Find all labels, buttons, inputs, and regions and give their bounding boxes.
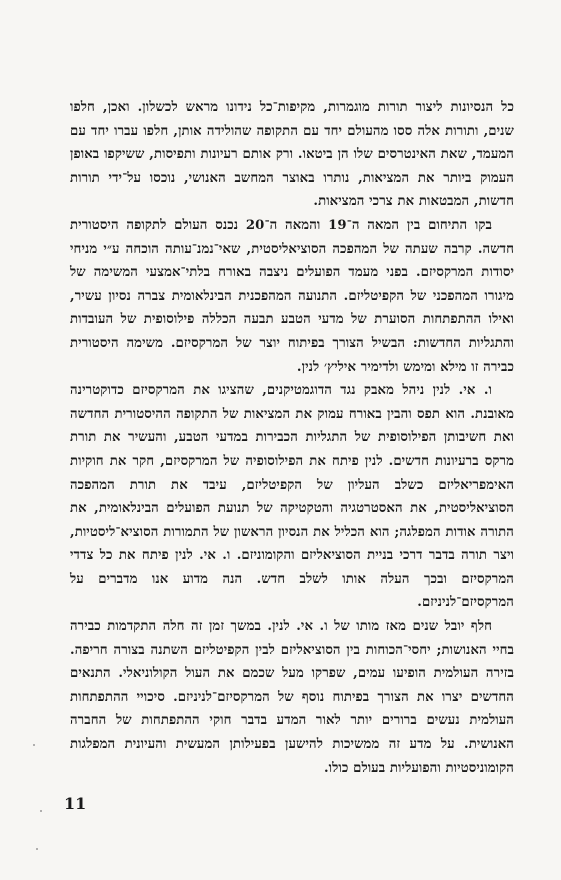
page-body xyxy=(70,96,514,780)
scan-speck xyxy=(33,744,35,746)
scan-speck xyxy=(40,810,42,812)
scan-speck xyxy=(36,848,38,850)
page-number: 11 xyxy=(64,794,87,813)
paragraph-2: בקו התיחום בין המאה ה־19 והמאה ה־20 נכנס העולם לתקופה היסטורית חדשה. קרבה שעתה של המהפכה הסוציאליסטית, שאי־נמנ־עותה הוכחה ע״י מניחי יסודות המרקסיזם. בפני מעמד הפועלים ניצבה באורח בלתי־אמצעי המשימה של מיגורו המהפכני של הקפיטליזם. התנועה המהפכנית הבינלאומית צברה נסיון עשיר, ואילו ההתפתחות הסוערת של מדעי הטבע תבעה הכללה פילוסופית של העובדות והתגליות החדשות: הבשיל הצורך בפיתוח יוצר של המרקסיזם. משימה היסטורית כבירה זו מילא ומימש ולדימיר איליץ׳ לנין. xyxy=(70,217,514,375)
paragraph-3: ו. אי. לנין ניהל מאבק נגד הדוגמטיקנים, שהציגו את המרקסיזם כדוקטרינה מאובנת. הוא תפס והבין באורח עמוק את המציאות של התקופה ההיסטורית החדשה ואת חשיבותן הפילוסופית של התגליות הכבירות במדעי הטבע, והעשיר את תורת מרקס ברעיונות חדשים. לנין פיתח את הפילוסופיה של המרקסיזם, חקר את חוקיות האימפריאליזם כשלב העליון של הקפיטליזם, עיבד את תורת המהפכה הסוציאליסטית, את האסטרטגיה והטקטיקה של תנועת הפועלים הבינלאומית, את התורה אודות המפלגה; הוא הכליל את הנסיון הראשון של התמורות הסוציא־ליסטיות, ויצר תורה בדבר דרכי בניית הסוציאליזם והקומוניזם. ו. אי. לנין פיתח את כל צדדי המרקסיזם ובכך העלה אותו לשלב חדש. הנה מדוע אנו מדברים על המרקסיזם־לניניזם. xyxy=(70,383,514,611)
paragraph-4: חלף יובל שנים מאז מותו של ו. אי. לנין. במשך זמן זה חלה התקדמות כבירה בחיי האנושות; יחסי־הכוחות בין הסוציאליזם לבין הקפיטליזם השתנה בצורה חריפה. בזירה העולמית הופיעו עמים, שפרקו מעל שכמם את העול הקולוניאלי. התנאים החדשים יצרו את הצורך בפיתוח נוסף של המרקסיזם־לניניזם. סיכויי ההתפתחות העולמית נעשים ברורים יותר לאור המדע בדבר חוקי ההתפתחות של החברה האנושית. על מדע זה ממשיכות להישען בפעילותן המעשית והעיונית המפלגות הקומוניסטיות והפועליות בעולם כולו. xyxy=(70,619,514,776)
paragraph-1: כל הנסיונות ליצור תורות מוגמרות, מקיפות־כל נידונו מראש לכשלון. ואכן, חלפו שנים, ותורות אלה ססו מהעולם יחד עם התקופה שהולידה אותן, חלפו עברו יחד עם המעמד, שאת האינטרסים שלו הן ביטאו. ורק אותם רעיונות ותפיסות, ששיקפו באופן העמוק ביותר את המציאות, נותרו באוצר המחשב האנושי, נוכסו על־ידי תורות חדשות, המבטאות את צרכי המציאות. xyxy=(70,100,514,210)
